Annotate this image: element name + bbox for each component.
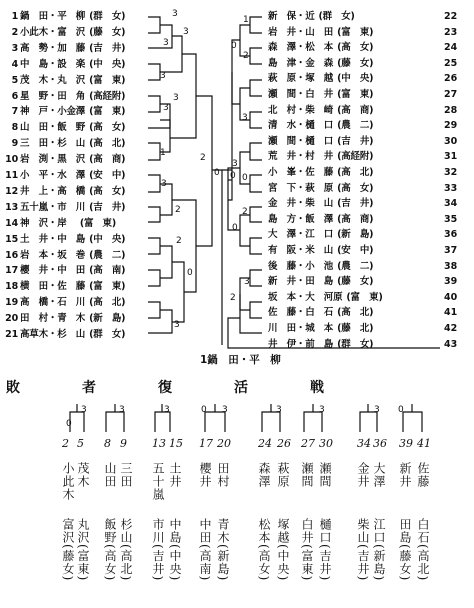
entry-names: 田 村・青 木 — [20, 313, 86, 325]
svg-text:1: 1 — [160, 148, 166, 158]
repechage-name: 市川(吉井) — [151, 518, 165, 582]
repechage-brackets — [0, 400, 474, 440]
entry-names: 佐 藤・白 石 — [268, 307, 334, 319]
entry-names: 新 保・近 — [268, 11, 315, 22]
repechage-name: 三田 — [119, 462, 133, 488]
entry-school: (高 女) — [337, 182, 374, 194]
svg-text:0: 0 — [398, 405, 404, 415]
entry-number: 30 — [444, 135, 458, 147]
repechage-name: 中田(高南) — [198, 518, 212, 582]
repechage-name: 白井(富東) — [300, 518, 314, 582]
entry-names: 高草木・杉 山 — [20, 329, 86, 340]
entry-number: 35 — [444, 213, 458, 225]
svg-text:0: 0 — [242, 173, 248, 183]
entry-number: 6 — [11, 90, 18, 102]
repechage-name: 白石(高北) — [416, 518, 430, 582]
entry-number: 2 — [11, 26, 18, 38]
entry-number: 3 — [11, 42, 18, 54]
entry-school: (中 央) — [89, 233, 126, 245]
entry-names: 三 田・杉 山 — [20, 138, 86, 150]
svg-text:2: 2 — [243, 51, 249, 61]
entry-number: 34 — [444, 198, 458, 210]
entry-school: (中 央) — [337, 73, 374, 85]
entry-names: 中 島・設 楽 — [20, 58, 86, 70]
entry-names: 森 澤・松 本 — [268, 42, 334, 54]
entry-number: 8 — [11, 122, 18, 134]
entry-number: 41 — [444, 307, 458, 319]
repechage-number: 17 — [199, 437, 213, 450]
entry-names: 五十嵐・市 川 — [20, 201, 86, 213]
entry-names: 山 田・飯 野 — [20, 122, 86, 134]
entry-school: (藤 女) — [89, 26, 126, 38]
entry-number: 23 — [444, 26, 458, 38]
entry-names: 井 上・高 橋 — [20, 185, 86, 197]
svg-text:3: 3 — [244, 277, 250, 287]
entry-school: (吉 井) — [89, 201, 126, 213]
entry-number: 15 — [5, 233, 18, 245]
repechage-number: 8 — [104, 437, 111, 450]
repechage-number: 41 — [417, 437, 431, 450]
entry-school: (新 島) — [89, 313, 126, 325]
entry-number: 26 — [444, 73, 458, 85]
entry-names: 金 井・柴 山 — [268, 198, 334, 210]
repechage-name: 五十嵐 — [151, 462, 165, 501]
repechage-name: 富沢(藤女) — [61, 518, 75, 582]
repechage-name: 金井 — [356, 462, 370, 488]
entry-school: (高経附) — [337, 151, 374, 163]
entry-names: 坂 本・大 河原 — [268, 291, 343, 303]
entry-number: 25 — [444, 57, 458, 69]
entry-school: (農 二) — [337, 260, 374, 272]
entry-number: 21 — [5, 329, 18, 340]
entry-number: 37 — [444, 245, 458, 256]
entry-names: 大 澤・江 口 — [268, 229, 334, 241]
entry-school: (吉 井) — [337, 135, 374, 147]
repechage-name: 茂木 — [76, 462, 90, 488]
entry-names: 岩 渕・黒 沢 — [20, 154, 86, 166]
entry-names: 鍋 田・平 柳 — [20, 11, 86, 22]
entry-school: (高経附) — [89, 90, 126, 102]
repechage-number: 24 — [258, 437, 272, 450]
repechage-name: 塚越(中央) — [276, 518, 290, 582]
repechage-name: 丸沢(富東) — [76, 518, 90, 582]
entry-number: 20 — [5, 313, 18, 325]
entry-names: 川 田・城 本 — [268, 323, 334, 334]
entry-number: 29 — [444, 120, 458, 132]
entry-names: 瀬 間・白 井 — [268, 89, 334, 100]
repechage-number: 20 — [217, 437, 231, 450]
repechage-number: 15 — [169, 437, 183, 450]
svg-text:3: 3 — [161, 179, 167, 189]
entry-school: (藤 女) — [337, 57, 374, 69]
repechage-name: 松本(高女) — [257, 518, 271, 582]
repechage-number: 34 — [357, 437, 371, 450]
svg-text:3: 3 — [232, 159, 238, 169]
entry-names: 岩 井・山 田 — [268, 26, 334, 38]
svg-text:3: 3 — [172, 9, 178, 19]
entry-names: 井 伊・前 島 — [268, 338, 334, 350]
repechage-name: 萩原 — [276, 462, 290, 488]
entry-school: (高 北) — [89, 138, 126, 150]
entry-names: 櫻 井・中 田 — [20, 265, 86, 277]
svg-text:0: 0 — [214, 168, 220, 178]
entry-school: (高 北) — [337, 167, 374, 178]
svg-text:1: 1 — [243, 15, 249, 25]
svg-text:0: 0 — [232, 223, 238, 233]
repechage-number: 26 — [277, 437, 291, 450]
entry-school: (藤 北) — [337, 323, 374, 334]
entry-school: (高 女) — [89, 185, 126, 197]
svg-text:0: 0 — [230, 171, 236, 181]
entry-school: (高 女) — [89, 122, 126, 134]
svg-text:3: 3 — [119, 405, 125, 415]
entry-number: 42 — [444, 323, 458, 334]
entry-number: 31 — [444, 151, 458, 163]
entry-number: 13 — [5, 201, 18, 213]
champion-label: 1鍋 田・平 柳 — [200, 354, 281, 366]
entry-school: (富 東) — [89, 74, 126, 86]
svg-text:3: 3 — [164, 405, 170, 415]
entry-names: 高 橋・石 川 — [20, 297, 86, 309]
entry-school: (吉 井) — [89, 42, 126, 54]
svg-text:2: 2 — [242, 207, 248, 217]
entry-school: (安 中) — [337, 245, 374, 256]
svg-text:3: 3 — [174, 320, 180, 330]
entry-school: (富 東) — [337, 89, 374, 100]
entry-names: 宮 下・萩 原 — [268, 182, 334, 194]
entry-names: 神 沢・岸 — [20, 217, 76, 229]
entry-school: (富 東) — [89, 106, 126, 118]
section-title: 敗 者 復 活 戦 — [6, 380, 348, 396]
repechage-name: 小此木 — [61, 462, 75, 501]
entry-number: 28 — [444, 104, 458, 116]
repechage-name: 中島(中央) — [168, 518, 182, 582]
repechage-name: 飯野(高女) — [103, 518, 117, 582]
repechage-name: 森澤 — [257, 462, 271, 488]
repechage-number: 39 — [399, 437, 413, 450]
entry-names: 神 戸・小金澤 — [20, 106, 86, 118]
entry-school: (高 北) — [337, 307, 374, 319]
entry-school: (富 東) — [337, 26, 374, 38]
svg-text:3: 3 — [160, 71, 166, 81]
entry-school: (富 東) — [346, 291, 383, 303]
svg-text:0: 0 — [187, 268, 193, 278]
entry-names: 星 野・田 角 — [20, 90, 86, 102]
entry-number: 14 — [5, 217, 18, 229]
entry-number: 40 — [444, 291, 458, 303]
entry-names: 荒 井・村 井 — [268, 151, 334, 163]
entry-school: (安 中) — [89, 170, 126, 181]
repechage-name: 山田 — [103, 462, 117, 488]
svg-text:2: 2 — [200, 153, 206, 163]
entry-number: 12 — [5, 185, 18, 197]
entry-school: (群 女) — [318, 11, 355, 22]
entry-school: (高 商) — [337, 213, 374, 225]
svg-text:3: 3 — [163, 103, 169, 113]
entry-names: 萩 原・塚 越 — [268, 73, 334, 85]
entry-number: 32 — [444, 167, 458, 178]
repechage-number: 36 — [373, 437, 387, 450]
entry-number: 39 — [444, 276, 458, 288]
entry-names: 島 津・金 森 — [268, 57, 334, 69]
svg-text:3: 3 — [242, 113, 248, 123]
entry-names: 後 藤・小 池 — [268, 260, 334, 272]
entry-number: 22 — [444, 11, 458, 22]
entry-names: 小此木・富 沢 — [20, 26, 86, 38]
entry-names: 高 勢・加 藤 — [20, 42, 86, 54]
entry-school: (群 女) — [89, 11, 126, 22]
entry-names: 北 村・柴 崎 — [268, 104, 334, 116]
entry-school: (群 女) — [337, 338, 374, 350]
entry-names: 小 峯・佐 藤 — [268, 167, 334, 178]
entry-names: 瀬 間・樋 口 — [268, 135, 334, 147]
entry-number: 16 — [5, 249, 18, 261]
svg-text:0: 0 — [201, 405, 207, 415]
entry-names: 清 水・樋 口 — [268, 120, 334, 132]
repechage-name: 田島(藤女) — [398, 518, 412, 582]
repechage-name: 青木(新島) — [216, 518, 230, 582]
repechage-name: 新井 — [398, 462, 412, 488]
entry-names: 新 井・田 島 — [268, 276, 334, 288]
svg-text:3: 3 — [374, 405, 380, 415]
entry-number: 38 — [444, 260, 458, 272]
repechage-number: 2 — [62, 437, 69, 450]
entry-number: 36 — [444, 229, 458, 241]
repechage-number: 13 — [152, 437, 166, 450]
entry-school: (高 女) — [337, 42, 374, 54]
entry-number: 17 — [5, 265, 18, 277]
svg-text:2: 2 — [175, 205, 181, 215]
svg-text:3: 3 — [183, 27, 189, 37]
repechage-name: 櫻井 — [198, 462, 212, 488]
repechage-name: 樋口(吉井) — [318, 518, 332, 582]
entry-number: 43 — [444, 338, 458, 350]
entry-number: 10 — [5, 154, 18, 166]
repechage-name: 田村 — [216, 462, 230, 488]
repechage-name: 柴山(吉井) — [356, 518, 370, 582]
entry-names: 島 方・飯 澤 — [268, 213, 334, 225]
svg-text:0: 0 — [66, 419, 72, 429]
entry-number: 33 — [444, 182, 458, 194]
entry-names: 土 井・中 島 — [20, 233, 86, 245]
svg-text:2: 2 — [176, 236, 182, 246]
entry-names: 茂 木・丸 沢 — [20, 74, 86, 86]
entry-number: 27 — [444, 89, 458, 100]
svg-text:3: 3 — [222, 405, 228, 415]
entry-school: (農 二) — [89, 249, 126, 261]
entry-number: 7 — [11, 106, 18, 118]
svg-text:3: 3 — [163, 38, 169, 48]
repechage-name: 瀬間 — [318, 462, 332, 488]
entry-school: (高 商) — [89, 154, 126, 166]
entry-school: (農 二) — [337, 120, 374, 132]
repechage-name: 佐藤 — [416, 462, 430, 488]
repechage-name: 江口(新島) — [372, 518, 386, 582]
repechage-number: 9 — [120, 437, 127, 450]
entry-school: (群 女) — [89, 329, 126, 340]
svg-text:3: 3 — [276, 405, 282, 415]
repechage-name: 杉山(高北) — [119, 518, 133, 582]
entry-school: (吉 井) — [337, 198, 374, 210]
repechage-number: 5 — [77, 437, 84, 450]
entry-school: (富 東) — [79, 217, 116, 229]
svg-text:2: 2 — [230, 293, 236, 303]
repechage-name: 大澤 — [372, 462, 386, 488]
repechage-number: 27 — [301, 437, 315, 450]
entry-names: 岩 本・坂 巻 — [20, 249, 86, 261]
svg-text:0: 0 — [231, 41, 237, 51]
repechage-number: 30 — [319, 437, 333, 450]
repechage-name: 土井 — [168, 462, 182, 488]
svg-text:3: 3 — [173, 93, 179, 103]
entry-number: 24 — [444, 42, 458, 54]
entry-school: (藤 女) — [337, 276, 374, 288]
entry-number: 5 — [11, 74, 18, 86]
entry-names: 小 平・水 澤 — [20, 170, 86, 181]
entry-school: (中 央) — [89, 58, 126, 70]
entry-school: (新 島) — [337, 229, 374, 241]
entry-school: (高 南) — [89, 265, 126, 277]
repechage-name: 瀬間 — [300, 462, 314, 488]
entry-school: (富 東) — [89, 281, 126, 293]
svg-text:3: 3 — [81, 405, 87, 415]
entry-number: 9 — [11, 138, 18, 150]
entry-number: 11 — [5, 170, 18, 181]
entry-number: 19 — [5, 297, 18, 309]
entry-names: 有 阪・米 山 — [268, 245, 334, 256]
entry-number: 4 — [11, 58, 18, 70]
svg-text:3: 3 — [319, 405, 325, 415]
entry-number: 1 — [11, 11, 18, 22]
entry-school: (高 商) — [337, 104, 374, 116]
entry-names: 横 田・佐 藤 — [20, 281, 86, 293]
entry-number: 18 — [5, 281, 18, 293]
entry-school: (高 北) — [89, 297, 126, 309]
